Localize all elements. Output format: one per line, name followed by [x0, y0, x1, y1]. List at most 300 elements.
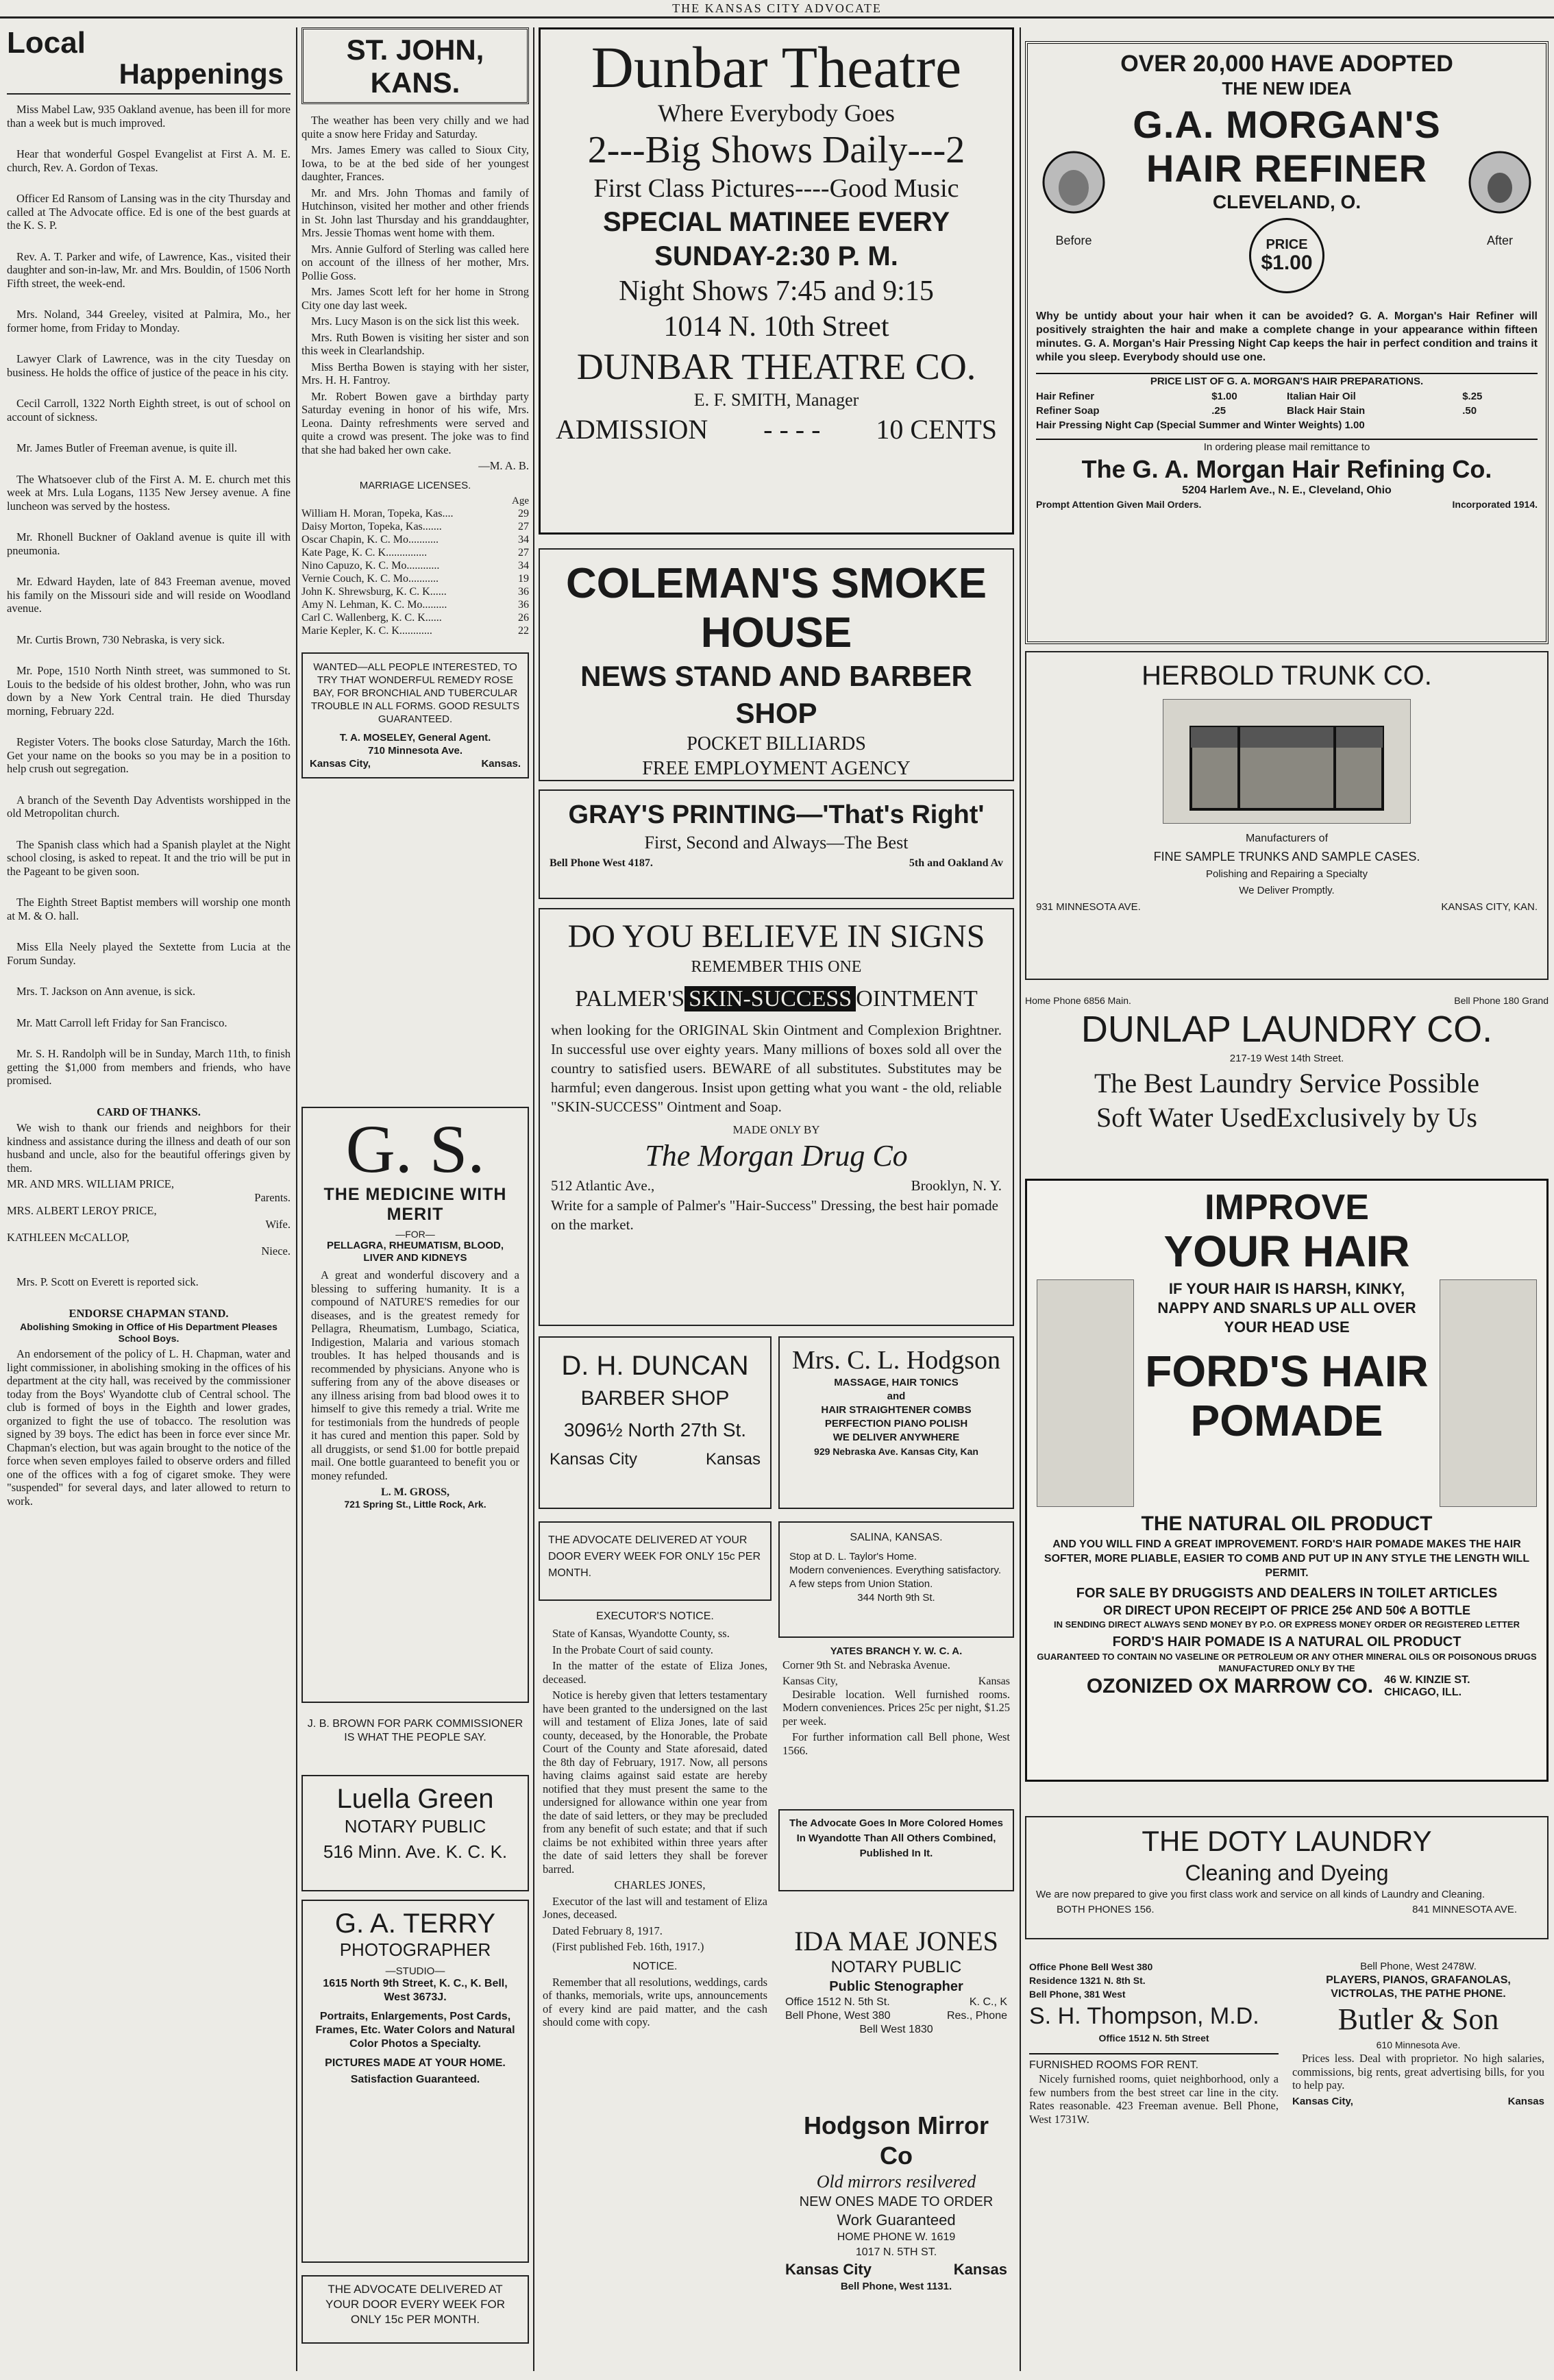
- license-name: Carl C. Wallenberg, K. C. K......: [301, 611, 442, 624]
- local-item: Mrs. Noland, 344 Greeley, visited at Palmira, Mo., her former home, from Friday to Monday.: [7, 308, 291, 334]
- dunbar-theatre-ad: [539, 27, 1014, 535]
- dunbar-tagline: Where Everybody Goes: [658, 99, 895, 127]
- advocate-delivery-text: THE ADVOCATE DELIVERED AT YOUR DOOR EVERY WEEK FOR ONLY 15c PER MONTH.: [325, 2283, 505, 2326]
- hodgson-line: MASSAGE, HAIR TONICS: [834, 1377, 959, 1388]
- st-john-signature: —M. A. B.: [478, 459, 529, 472]
- luella-address: 516 Minn. Ave. K. C. K.: [323, 1841, 508, 1862]
- terry-satisfaction: Satisfaction Guaranteed.: [350, 2074, 480, 2085]
- executor-court: In the Probate Court of said county.: [552, 1643, 713, 1656]
- luella-name: Luella Green: [336, 1784, 494, 1814]
- license-name: Oscar Chapin, K. C. Mo...........: [301, 533, 439, 545]
- mirror-subtitle: Old mirrors resilvered: [816, 2172, 976, 2192]
- executor-title: EXECUTOR'S NOTICE.: [596, 1610, 714, 1622]
- license-age: 27: [518, 520, 529, 532]
- duncan-city: Kansas City: [550, 1450, 638, 1469]
- license-age: 34: [518, 533, 529, 545]
- wanted-city: Kansas City,: [310, 757, 371, 770]
- palmer-brand-ointment: OINTMENT: [856, 986, 978, 1011]
- doty-address: 841 MINNESOTA AVE.: [1412, 1904, 1517, 1915]
- morgan-logo-text: G.A. MORGAN'S HAIR REFINER: [1133, 103, 1441, 190]
- executor-role: Executor of the last will and testament of Eliza Jones, deceased.: [543, 1894, 767, 1921]
- dunbar-night-shows: Night Shows 7:45 and 9:15: [619, 275, 934, 307]
- doty-title: THE DOTY LAUNDRY: [1142, 1825, 1432, 1857]
- ywca-state: Kansas: [978, 1675, 1010, 1687]
- brown-text: J. B. BROWN FOR PARK COMMISSIONER IS WHAT THE PEOPLE SAY.: [307, 1718, 523, 1743]
- local-item: Lawyer Clark of Lawrence, was in the city Tuesday on business. He holds the office of justice of the peace in his city.: [7, 352, 291, 379]
- rooms-text: Nicely furnished rooms, quiet neighborhood, only a few numbers from the best street car line in the city. Rates reasonable. 423 Freeman avenue. Bell Phone, West 1731W.: [1029, 2072, 1279, 2126]
- morgan-headline: OVER 20,000 HAVE ADOPTED: [1120, 51, 1453, 77]
- endorse-text: An endorsement of the policy of L. H. Chapman, water and light commissioner, in abolishing smoking in the offices of his department at the city hall, was received by the commissioner today from the Boys' Wyandotte club of Central school. The club is formed of boys in the Eighth and lower grades, organized to fight the use of tobacco. The resolution was signed by 39 boys. The edict has been in force ever since Mr. Chapman's election, but was again brought to the notice of the force when seven employes failed to observe orders and filled one of the offices with a fog of cigaret smoke. They were "suspended" for several days, and later allowed to return to work.: [7, 1347, 291, 1508]
- wanted-state: Kansas.: [481, 757, 521, 770]
- masthead: THE KANSAS CITY ADVOCATE: [0, 0, 1554, 19]
- coleman-title: COLEMAN'S SMOKE HOUSE: [565, 560, 987, 657]
- doty-text: We are now prepared to give you first class work and service on all kinds of Laundry and Cleaning.: [1036, 1889, 1485, 1900]
- local-item: The Eighth Street Baptist members will worship one month at M. & O. hall.: [7, 896, 291, 922]
- column-rule: [533, 27, 534, 2371]
- local-item: The Spanish class which had a Spanish playlet at the Night school closing, is asked to repeat. It and the trio will be put in the Pageant to be given soon.: [7, 837, 291, 878]
- duncan-address: 3096½ North 27th St.: [563, 1419, 747, 1440]
- gs-subtitle: THE MEDICINE WITH MERIT: [323, 1185, 507, 1224]
- palmer-brand-product: SKIN-SUCCESS: [684, 986, 856, 1011]
- license-row: [301, 546, 529, 559]
- dunbar-shows: 2---Big Shows Daily---2: [587, 129, 965, 171]
- morgan-text: Why be untidy about your hair when it can be avoided? G. A. Morgan's Hair Refiner will positively straighten the hair and make a complete change in your appearance within fifteen minutes. G. A. Morgan's Hair Pressing Night Cap keeps the hair in perfect condition and trains it while you sleep. Everybody should use one.: [1036, 310, 1538, 363]
- advocate-goes-text: The Advocate Goes In More Colored Homes In Wyandotte Than All Others Combined, Published In It.: [789, 1817, 1003, 1859]
- rooms-title: FURNISHED ROOMS FOR RENT.: [1029, 2059, 1199, 2071]
- price-item: Hair Refiner: [1036, 391, 1095, 402]
- divider: [1029, 2053, 1279, 2054]
- thompson-line: Residence 1321 N. 8th St.: [1029, 1975, 1146, 1986]
- morgan-price-list-title: PRICE LIST OF G. A. MORGAN'S HAIR PREPARATIONS.: [1036, 373, 1538, 389]
- ida-title: NOTARY PUBLIC: [830, 1958, 962, 1976]
- license-row: [301, 585, 529, 598]
- palmer-write: Write for a sample of Palmer's "Hair-Success" Dressing, the best hair pomade on the market.: [551, 1197, 998, 1233]
- hodgson-massage-ad: [778, 1336, 1014, 1509]
- doty-laundry-ad: [1025, 1816, 1549, 1939]
- license-name: Amy N. Lehman, K. C. Mo.........: [301, 598, 447, 611]
- morgan-price-list: [1036, 389, 1538, 418]
- mirror-state: Kansas: [953, 2261, 1007, 2278]
- doty-subtitle: Cleaning and Dyeing: [1185, 1861, 1389, 1885]
- mirror-line: Work Guaranteed: [837, 2211, 956, 2229]
- dunbar-company: DUNBAR THEATRE CO.: [576, 346, 976, 387]
- local-item: Officer Ed Ransom of Lansing was in the city Thursday and called at The Advocate office. Ed is one of the best guards at the K. S. P.: [7, 192, 291, 232]
- gs-for: —FOR—: [395, 1229, 435, 1240]
- thompson-ad: [1025, 1960, 1283, 2344]
- salina-line: Modern conveniences. Everything satisfactory. A few steps from Union Station.: [789, 1565, 1002, 1590]
- gs-text: A great and wonderful discovery and a blessing to suffering humanity. It is a compound of NATURE'S remedies for our diseases, and is the greatest remedy for Pellagra, Rheumatism, Lumbago, Sciatica, Indigestion, Malaria and various stomach troubles. It has helped thousands and is recommended by physicians. Anyone who is suffering from any of the above diseases or any illness arising from bad blood owes it to himself to give this remedy a trial. Write me for testimonials from the hundreds of people it has cured and mention this paper. Sold by all druggists, or send $1.00 for bottle prepaid mail. One bottle guaranteed to benefit you or money refunded.: [311, 1268, 519, 1482]
- executor-notice: [539, 1610, 772, 2351]
- pomade-jar-right: [1440, 1279, 1537, 1507]
- dunbar-admission-label: ADMISSION: [556, 414, 708, 445]
- st-john-item: Mrs. James Emery was called to Sioux City, Iowa, to be at the bed side of her youngest daughter, Frances.: [301, 143, 529, 183]
- after-portrait: [1462, 148, 1538, 248]
- price-item: Italian Hair Oil: [1286, 391, 1356, 402]
- heading-rule: [7, 93, 291, 95]
- card-signature: KATHLEEN McCALLOP,: [7, 1231, 130, 1244]
- local-item: Mr. Rhonell Buckner of Oakland avenue is quite ill with pneumonia.: [7, 530, 291, 557]
- local-item: Mr. Edward Hayden, late of 843 Freeman avenue, moved his family on the Missouri side and will reside on Woodland avenue.: [7, 575, 291, 615]
- license-name: Marie Kepler, K. C. K............: [301, 624, 432, 637]
- license-age: 27: [518, 546, 529, 559]
- terry-title: PHOTOGRAPHER: [339, 1939, 491, 1960]
- palmer-text: when looking for the ORIGINAL Skin Ointment and Complexion Brightner. In successful use over eighty years. Many millions of boxes sold all over the country to satisfied users. BEWARE of all substitutes. Substitutes may be harmful; even dangerous. Insist upon getting what you want - the old, reliable "SKIN-SUCCESS" Ointment and Soap.: [551, 1022, 1002, 1115]
- wanted-text: WANTED—ALL PEOPLE INTERESTED, TO TRY THAT WONDERFUL REMEDY ROSE BAY, FOR BRONCHIAL AND TUBERCULAR TROUBLE IN ALL FORMS. GOOD RESULTS GUARANTEED.: [310, 661, 520, 725]
- morgan-order: In ordering please mail remittance to: [1036, 439, 1538, 455]
- fords-guarantee: GUARANTEED TO CONTAIN NO VASELINE OR PETROLEUM OR ANY OTHER MINERAL OILS OR POISONOUS DRUGS: [1037, 1652, 1537, 1662]
- license-row: [301, 520, 529, 533]
- coleman-subtitle: NEWS STAND AND BARBER SHOP: [580, 660, 972, 729]
- terry-photographer-ad: [301, 1900, 529, 2263]
- dunbar-admission-price: 10 CENTS: [876, 414, 997, 445]
- license-row: [301, 559, 529, 572]
- gs-diseases: PELLAGRA, RHEUMATISM, BLOOD, LIVER AND KIDNEYS: [326, 1240, 504, 1264]
- trunk-illustration: [1163, 699, 1411, 824]
- ida-office: Office 1512 N. 5th St.: [785, 1996, 890, 2008]
- license-name: Nino Capuzo, K. C. Mo............: [301, 559, 440, 572]
- fords-text: AND YOU WILL FIND A GREAT IMPROVEMENT. FORD'S HAIR POMADE MAKES THE HAIR SOFTER, MORE PLIABLE, EASIER TO COMB AND PUT UP IN ANY STYLE THE LENGTH WILL PERMIT.: [1044, 1538, 1530, 1579]
- fords-oil: FORD'S HAIR POMADE IS A NATURAL OIL PRODUCT: [1112, 1634, 1462, 1649]
- hodgson-line: and: [887, 1390, 906, 1402]
- license-age: 26: [518, 611, 529, 624]
- executor-signature: CHARLES JONES,: [614, 1878, 706, 1891]
- happenings-title: Happenings: [119, 58, 284, 90]
- executor-text: Notice is hereby given that letters testamentary have been granted to the undersigned on the last will and testament of Eliza Jones, late of said county, deceased, by the Honorable, the Probate Court of the County and State aforesaid, dated the 8th day of February, 1917. Now, all persons having claims against said estate are hereby notified that they must present the same to the undersigned for allowance within one year from the date of said letters, or they may be precluded from any benefit of such estate; and that if such claims be not exhibited within three years after the date of said letters they shall be forever barred.: [543, 1689, 767, 1876]
- advocate-delivery-ad: [301, 2275, 529, 2344]
- wanted-address: 710 Minnesota Ave.: [367, 744, 463, 757]
- hodgson-address: 929 Nebraska Ave. Kansas City, Kan: [814, 1446, 978, 1457]
- herbold-line: Manufacturers of: [1245, 833, 1329, 844]
- butler-text: Prices less. Deal with proprietor. No high salaries, commissions, big rents, great advertising bills, for you to help pay.: [1292, 2052, 1544, 2091]
- grays-address: 5th and Oakland Av: [909, 857, 1003, 869]
- palmer-made-only-by: MADE ONLY BY: [732, 1123, 820, 1136]
- local-title: Local: [7, 27, 86, 60]
- palmers-skin-success-ad: [539, 908, 1014, 1326]
- license-row: [301, 572, 529, 585]
- mirror-phone: Bell Phone, West 1131.: [840, 2281, 952, 2292]
- license-row: [301, 533, 529, 546]
- ywca-line: Corner 9th St. and Nebraska Avenue.: [782, 1658, 950, 1671]
- executor-published: (First published Feb. 16th, 1917.): [552, 1940, 704, 1953]
- morgan-company: The G. A. Morgan Hair Refining Co.: [1081, 455, 1492, 483]
- license-row: [301, 507, 529, 520]
- local-item: Mr. S. H. Randolph will be in Sunday, March 11th, to finish getting the $1,000 from members and friends, who have promised.: [7, 1047, 291, 1087]
- ida-mae-jones-ad: [778, 1926, 1014, 2111]
- brown-ad: [301, 1713, 529, 1768]
- dunlap-home-phone: Home Phone 6856 Main.: [1025, 995, 1131, 1006]
- fords-improve: IMPROVE: [1205, 1188, 1369, 1227]
- column-rule: [296, 27, 297, 2371]
- butler-address: 610 Minnesota Ave.: [1376, 2039, 1461, 2050]
- price-amount: $1.00: [1211, 391, 1237, 402]
- morgan-city: CLEVELAND, O.: [1212, 191, 1361, 212]
- before-portrait: [1036, 148, 1111, 248]
- card-signature: MR. AND MRS. WILLIAM PRICE,: [7, 1177, 175, 1190]
- palmer-address: 512 Atlantic Ave.,: [551, 1177, 655, 1194]
- license-name: Daisy Morton, Topeka, Kas.......: [301, 520, 442, 532]
- license-row: [301, 624, 529, 637]
- hodgson-mirror-ad: [778, 2111, 1014, 2351]
- fords-maker-address: 46 W. KINZIE ST. CHICAGO, ILL.: [1384, 1674, 1470, 1698]
- fords-maker: OZONIZED OX MARROW CO.: [1086, 1675, 1374, 1697]
- local-item: Rev. A. T. Parker and wife, of Lawrence, Kas., visited their daughter and son-in-law, Mr. and Mrs. Bouldin, of 1506 North Fifth street, the week-end.: [7, 249, 291, 290]
- advocate-goes-ad: [778, 1809, 1014, 1891]
- gs-medicine-ad: [301, 1107, 529, 1703]
- thompson-line: Office Phone Bell West 380: [1029, 1961, 1153, 1972]
- endorse-subtitle: Abolishing Smoking in Office of His Department Pleases School Boys.: [20, 1321, 278, 1344]
- salina-title: SALINA, KANSAS.: [850, 1532, 943, 1543]
- st-john-item: The weather has been very chilly and we had quite a snow here Friday and Saturday.: [301, 114, 529, 140]
- gs-address: 721 Spring St., Little Rock, Ark.: [344, 1499, 486, 1510]
- thompson-office: Office 1512 N. 5th Street: [1098, 2033, 1209, 2044]
- mirror-line: 1017 N. 5TH ST.: [855, 2246, 937, 2258]
- st-john-item: Miss Bertha Bowen is staying with her sister, Mrs. H. H. Fantroy.: [301, 360, 529, 387]
- ywca-line: For further information call Bell phone, West 1566.: [782, 1730, 1010, 1757]
- terry-address: 1615 North 9th Street, K. C., K. Bell, West 3673J.: [323, 1978, 508, 2003]
- dunbar-matinee: SPECIAL MATINEE EVERY SUNDAY-2:30 P. M.: [602, 207, 950, 271]
- morgan-price-row: [1036, 404, 1538, 418]
- license-age: 19: [518, 572, 529, 585]
- card-of-thanks-text: We wish to thank our friends and neighbors for their kindness and assistance during the illness and death of our son husband and uncle, also for the beautiful offerings given by them.: [7, 1121, 291, 1175]
- fords-brand: FORD'S HAIR POMADE: [1145, 1347, 1429, 1445]
- before-portrait-icon: [1039, 148, 1108, 230]
- palmer-subtitle: REMEMBER THIS ONE: [691, 958, 862, 976]
- marriage-licenses-title: MARRIAGE LICENSES.: [359, 479, 471, 491]
- after-portrait-icon: [1466, 148, 1534, 230]
- card-signature: MRS. ALBERT LEROY PRICE,: [7, 1204, 157, 1217]
- terry-studio: —STUDIO—: [385, 1965, 445, 1977]
- morgan-incorporated: Incorporated 1914.: [1452, 499, 1538, 510]
- ywca-title: YATES BRANCH Y. W. C. A.: [830, 1645, 963, 1657]
- price-amount: .50: [1462, 405, 1477, 417]
- license-age: 36: [518, 585, 529, 598]
- mirror-city: Kansas City: [785, 2261, 872, 2278]
- price-amount: $.25: [1462, 391, 1483, 402]
- wanted-signature: T. A. MOSELEY, General Agent.: [339, 731, 491, 744]
- ida-residence: Res., Phone: [946, 2010, 1007, 2022]
- salina-address: 344 North 9th St.: [857, 1592, 935, 1604]
- fords-your-hair: YOUR HAIR: [1163, 1227, 1410, 1276]
- duncan-name: D. H. DUNCAN: [561, 1351, 749, 1381]
- executor-dated: Dated February 8, 1917.: [552, 1924, 663, 1937]
- license-row: [301, 598, 529, 611]
- pomade-jar-left: [1037, 1279, 1134, 1507]
- license-age-header: Age: [512, 495, 529, 506]
- local-item: Mr. Curtis Brown, 730 Nebraska, is very sick.: [16, 633, 225, 646]
- morgan-hair-refiner-ad: [1025, 41, 1549, 644]
- herbold-trunk-ad: [1025, 651, 1549, 980]
- after-label: After: [1486, 234, 1513, 247]
- salina-ad: [778, 1521, 1014, 1638]
- fords-natural: THE NATURAL OIL PRODUCT: [1141, 1512, 1433, 1535]
- license-age: 29: [518, 507, 529, 519]
- ida-name: IDA MAE JONES: [794, 1926, 998, 1956]
- coleman-employment: FREE EMPLOYMENT AGENCY: [642, 758, 911, 779]
- local-item: Mr. Pope, 1510 North Ninth street, was summoned to St. Louis to the bedside of his oldest brother, John, who was run down by a New York Central train. He died Thursday morning, February 22d.: [7, 664, 291, 717]
- ida-bell-residence: Bell West 1830: [859, 2024, 933, 2035]
- dunbar-manager: E. F. SMITH, Manager: [693, 390, 859, 410]
- morgan-idea: THE NEW IDEA: [1222, 78, 1352, 99]
- morgan-price-row: [1036, 389, 1538, 404]
- coleman-billiards: POCKET BILLIARDS: [687, 733, 866, 755]
- hodgson-line: PERFECTION PIANO POLISH: [824, 1418, 968, 1430]
- local-item: Mrs. P. Scott on Everett is reported sick.: [16, 1275, 199, 1288]
- st-john-item: Mrs. Lucy Mason is on the sick list this week.: [311, 315, 519, 328]
- local-item: Mrs. T. Jackson on Ann avenue, is sick.: [16, 985, 196, 998]
- dunlap-title: DUNLAP LAUNDRY CO.: [1081, 1009, 1493, 1050]
- grays-subtitle: First, Second and Always—The Best: [644, 833, 909, 852]
- st-john-item: Mr. and Mrs. John Thomas and family of Hutchinson, visited her mother and other friends in St. John last Thursday and his granddaughter, Mrs. Jessie Thomas went home with them.: [301, 186, 529, 239]
- license-name: John K. Shrewsburg, K. C. K......: [301, 585, 447, 598]
- doty-phones: BOTH PHONES 156.: [1057, 1904, 1155, 1915]
- thompson-line: Bell Phone, 381 West: [1029, 1989, 1126, 2000]
- st-john-item: Mrs. Ruth Bowen is visiting her sister and son this week in Clearlandship.: [301, 330, 529, 357]
- fords-send: IN SENDING DIRECT ALWAYS SEND MONEY BY P.O. OR EXPRESS MONEY ORDER OR REGISTERED LETTER: [1054, 1619, 1520, 1630]
- notice-title: NOTICE.: [632, 1960, 678, 1972]
- local-item: Mr. James Butler of Freeman avenue, is quite ill.: [16, 441, 238, 454]
- hodgson-name: Mrs. C. L. Hodgson: [791, 1346, 1001, 1375]
- duncan-shop: BARBER SHOP: [580, 1387, 730, 1410]
- grays-printing-ad: [539, 789, 1014, 899]
- gs-title: G. S.: [345, 1111, 485, 1187]
- herbold-line: Polishing and Repairing a Specialty: [1206, 868, 1368, 880]
- dunbar-address: 1014 N. 10th Street: [663, 311, 889, 343]
- herbold-line: FINE SAMPLE TRUNKS AND SAMPLE CASES.: [1153, 850, 1420, 863]
- butler-line: PLAYERS, PIANOS, GRAFANOLAS, VICTROLAS, THE PATHE PHONE.: [1326, 1974, 1511, 2000]
- herbold-title: HERBOLD TRUNK CO.: [1142, 661, 1432, 691]
- local-item: Register Voters. The books close Saturday, March the 16th. Get your name on the books so you may be in a position to help crush out segregation.: [7, 735, 291, 775]
- morgan-logo: [1111, 103, 1462, 293]
- license-age: 22: [518, 624, 529, 637]
- mirror-title: Hodgson Mirror Co: [804, 2111, 989, 2170]
- hodgson-line: HAIR STRAIGHTENER COMBS: [821, 1404, 972, 1416]
- license-row: [301, 611, 529, 624]
- price-item: Black Hair Stain: [1286, 405, 1366, 417]
- palmer-maker: The Morgan Drug Co: [645, 1139, 908, 1173]
- before-label: Before: [1055, 234, 1092, 247]
- butler-city: Kansas City,: [1292, 2095, 1353, 2107]
- st-john-item: Mrs. Annie Gulford of Sterling was called here on account of the illness of her mother, Mrs. Pollie Goss.: [301, 242, 529, 282]
- fords-hair-pomade-ad: [1025, 1179, 1549, 1782]
- executor-matter: In the matter of the estate of Eliza Jones, deceased.: [543, 1659, 767, 1686]
- grays-title: GRAY'S PRINTING—'That's Right': [568, 800, 985, 829]
- card-signature-role: Parents.: [254, 1190, 291, 1204]
- butler-state: Kansas: [1507, 2095, 1544, 2107]
- butler-phone: Bell Phone, West 2478W.: [1360, 1961, 1477, 1972]
- terry-services: Portraits, Enlargements, Post Cards, Frames, Etc. Water Colors and Natural Color Photos a Specialty.: [315, 2011, 515, 2050]
- license-list: [301, 507, 529, 637]
- butler-name: Butler & Son: [1337, 2002, 1499, 2036]
- ida-kc: K. C., K: [969, 1996, 1007, 2008]
- luella-title: NOTARY PUBLIC: [344, 1816, 486, 1837]
- dunlap-bell-phone: Bell Phone 180 Grand: [1454, 995, 1549, 1006]
- license-name: Kate Page, K. C. K...............: [301, 546, 428, 559]
- fords-sale: FOR SALE BY DRUGGISTS AND DEALERS IN TOILET ARTICLES: [1076, 1586, 1498, 1601]
- terry-name: G. A. TERRY: [334, 1909, 496, 1939]
- gs-signature: L. M. GROSS,: [380, 1486, 449, 1498]
- morgan-address: 5204 Harlem Ave., N. E., Cleveland, Ohio: [1182, 484, 1392, 496]
- herbold-city: KANSAS CITY, KAN.: [1441, 901, 1538, 913]
- price-label: PRICE: [1266, 237, 1308, 252]
- advocate-delivery-ad: [539, 1521, 772, 1601]
- card-signature-role: Niece.: [261, 1244, 291, 1258]
- fords-if-text: IF YOUR HAIR IS HARSH, KINKY, NAPPY AND SNARLS UP ALL OVER YOUR HEAD USE: [1157, 1280, 1416, 1336]
- price-amount: .25: [1211, 405, 1226, 417]
- local-item: Miss Ella Neely played the Sextette from Lucia at the Forum Sunday.: [7, 940, 291, 967]
- local-item: The Whatsoever club of the First A. M. E. church met this week at Mrs. Lula Logans, 1135 New Jersey avenue. A fine luncheon was served by the hostess.: [7, 472, 291, 513]
- ywca-city: Kansas City,: [782, 1675, 838, 1687]
- price-value: $1.00: [1261, 252, 1313, 274]
- license-name: Vernie Couch, K. C. Mo...........: [301, 572, 439, 585]
- card-signature-role: Wife.: [265, 1217, 291, 1231]
- column-rule: [1020, 27, 1021, 2371]
- herbold-line: We Deliver Promptly.: [1239, 885, 1335, 896]
- luella-green-ad: [301, 1775, 529, 1891]
- st-john-item: Mr. Robert Bowen gave a birthday party Saturday evening in honor of his wife, Mrs. Leona. Dainty refreshments were served and quite a crowd was present. The joke was to find that she had baked her own cake.: [301, 389, 529, 456]
- endorse-title: ENDORSE CHAPMAN STAND.: [69, 1306, 229, 1320]
- local-item: Miss Mabel Law, 935 Oakland avenue, has been ill for more than a week but is much improved.: [7, 103, 291, 130]
- ida-subtitle: Public Stenographer: [829, 1979, 963, 1994]
- dunbar-title: Dunbar Theatre: [591, 34, 962, 100]
- ywca-line: Desirable location. Well furnished rooms. Modern conveniences. Prices 25c per night, $1.25 per week.: [782, 1687, 1010, 1728]
- duncan-barber-ad: [539, 1336, 772, 1509]
- terry-home: PICTURES MADE AT YOUR HOME.: [325, 2057, 506, 2069]
- ida-bell: Bell Phone, West 380: [785, 2010, 891, 2022]
- license-age: 34: [518, 559, 529, 572]
- butler-son-ad: [1288, 1960, 1549, 2344]
- dunlap-address: 217-19 West 14th Street.: [1229, 1053, 1344, 1064]
- st-john-title: ST. JOHN, KANS.: [301, 27, 529, 104]
- thompson-name: S. H. Thompson, M.D.: [1029, 2003, 1259, 2029]
- local-item: Mr. Matt Carroll left Friday for San Francisco.: [16, 1016, 227, 1029]
- dunlap-laundry-ad: [1025, 994, 1549, 1179]
- local-item: Cecil Carroll, 1322 North Eighth street, is out of school on account of sickness.: [7, 397, 291, 424]
- advocate-delivery-text: THE ADVOCATE DELIVERED AT YOUR DOOR EVERY WEEK FOR ONLY 15c PER MONTH.: [548, 1534, 761, 1579]
- dunlap-slogan: The Best Laundry Service Possible: [1094, 1068, 1480, 1099]
- fords-manufactured: MANUFACTURED ONLY BY THE: [1218, 1663, 1355, 1673]
- wanted-ad: [301, 652, 529, 778]
- morgan-prompt: Prompt Attention Given Mail Orders.: [1036, 499, 1202, 510]
- price-badge: [1249, 218, 1324, 293]
- salina-line: Stop at D. L. Taylor's Home.: [789, 1551, 917, 1562]
- local-happenings-column: [7, 27, 291, 2371]
- dunbar-admission-dashes: - - - -: [763, 414, 821, 445]
- local-item: A branch of the Seventh Day Adventists worshipped in the old Metropolitan church.: [7, 793, 291, 820]
- mirror-line: NEW ONES MADE TO ORDER: [799, 2194, 994, 2209]
- fords-direct: OR DIRECT UPON RECEIPT OF PRICE 25¢ AND 50¢ A BOTTLE: [1102, 1604, 1471, 1617]
- palmer-city: Brooklyn, N. Y.: [911, 1177, 1002, 1194]
- hodgson-line: WE DELIVER ANYWHERE: [832, 1432, 960, 1443]
- executor-state: State of Kansas, Wyandotte County, ss.: [552, 1627, 730, 1640]
- st-john-item: Mrs. James Scott left for her home in Strong City one day last week.: [301, 285, 529, 312]
- mirror-line: HOME PHONE W. 1619: [837, 2231, 956, 2243]
- notice-text: Remember that all resolutions, weddings, cards of thanks, memorials, write ups, announcements of every kind are paid matter, and the cash should come with copy.: [543, 1975, 767, 2028]
- herbold-address: 931 MINNESOTA AVE.: [1036, 901, 1141, 913]
- trunk-icon: [1163, 700, 1410, 823]
- license-age: 36: [518, 598, 529, 611]
- duncan-state: Kansas: [705, 1450, 761, 1469]
- palmer-title: DO YOU BELIEVE IN SIGNS: [567, 918, 985, 955]
- price-item: Refiner Soap: [1036, 405, 1100, 417]
- grays-phone: Bell Phone West 4187.: [550, 857, 653, 869]
- dunbar-pictures: First Class Pictures----Good Music: [593, 174, 959, 203]
- palmer-brand-name: PALMER'S: [575, 986, 685, 1011]
- card-of-thanks-title: CARD OF THANKS.: [97, 1105, 201, 1118]
- license-name: William H. Moran, Topeka, Kas....: [301, 507, 454, 519]
- morgan-nightcap: Hair Pressing Night Cap (Special Summer and Winter Weights) 1.00: [1036, 419, 1365, 431]
- local-item: Hear that wonderful Gospel Evangelist at First A. M. E. church, Rev. A. Gordon of Texas.: [7, 147, 291, 174]
- dunlap-slogan: Soft Water UsedExclusively by Us: [1096, 1102, 1477, 1133]
